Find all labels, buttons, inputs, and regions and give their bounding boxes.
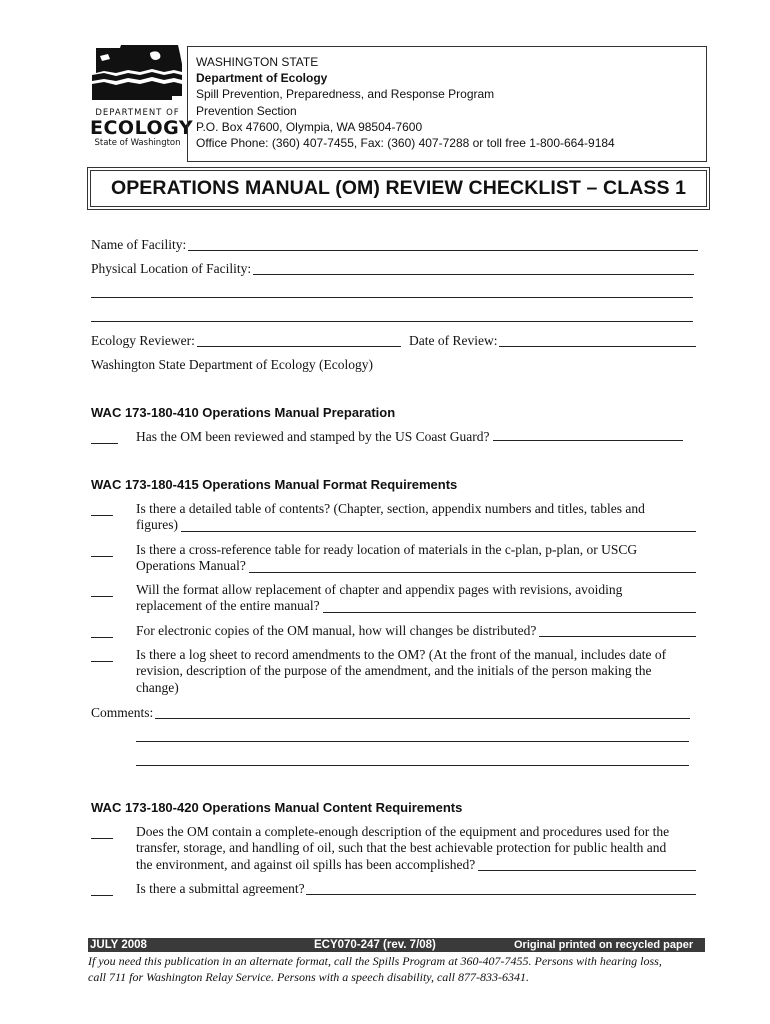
answer-field[interactable] (539, 624, 696, 637)
agency-phone: Office Phone: (360) 407-7455, Fax: (360) 407-7288 or toll free 1-800-664-9184 (196, 136, 615, 151)
agency-section: Prevention Section (196, 103, 297, 118)
footer-recycled: Original printed on recycled paper (514, 939, 694, 951)
checkbox-blank[interactable] (91, 895, 113, 896)
section-410-question-1 (91, 429, 696, 447)
ecology-logo-text (90, 108, 194, 148)
footer-accessibility-note (88, 953, 708, 985)
section-415-question-2 (91, 542, 696, 576)
question-text-line-1: Does the OM contain a complete-enough description of the equipment and procedures used for the (136, 824, 670, 839)
location-label: Physical Location of Facility: (91, 261, 252, 276)
answer-field[interactable] (493, 429, 683, 441)
section-420-question-2 (91, 881, 696, 899)
question-text-line-2: transfer, storage, and handling of oil, such that the best achievable protection for public health and (136, 840, 667, 856)
comments-label: Comments: (91, 705, 154, 720)
section-415-question-3 (91, 582, 696, 616)
location-row (91, 261, 694, 277)
answer-field[interactable] (323, 600, 696, 613)
question-text: Has the OM been reviewed and stamped by the US Coast Guard? (136, 429, 490, 444)
facility-name-row (91, 237, 698, 253)
agency-department: Department of Ecology (196, 71, 328, 86)
reviewer-row (91, 333, 401, 349)
question-text-line-2: revision, description of the purpose of the amendment, and the initials of the person making the (136, 663, 652, 679)
agency-state: WASHINGTON STATE (196, 55, 319, 69)
footer-note-line-1: If you need this publication in an alternate format, call the Spills Program at 360-407-7455. Persons with hearing loss, (88, 954, 662, 968)
review-date-label: Date of Review: (409, 333, 498, 348)
checkbox-blank[interactable] (91, 661, 113, 662)
facility-name-field[interactable] (188, 238, 698, 251)
agency-address: P.O. Box 47600, Olympia, WA 98504-7600 (196, 119, 423, 134)
section-415-question-4 (91, 623, 696, 641)
comments-row (91, 705, 690, 721)
facility-name-label: Name of Facility: (91, 237, 187, 252)
checkbox-blank[interactable] (91, 637, 113, 638)
agency-program: Spill Prevention, Preparedness, and Response Program (196, 87, 495, 102)
checkbox-blank[interactable] (91, 838, 113, 839)
checkbox-blank[interactable] (91, 556, 113, 557)
logo-ecology-text: ECOLOGY (90, 117, 194, 139)
location-field[interactable] (253, 262, 694, 275)
section-415-question-1 (91, 501, 696, 535)
answer-field[interactable] (249, 560, 696, 573)
answer-field[interactable] (306, 882, 696, 895)
footer-form-number: ECY070-247 (rev. 7/08) (314, 939, 436, 951)
answer-field[interactable] (478, 858, 696, 871)
checkbox-blank[interactable] (91, 443, 118, 444)
question-text: Is there a submittal agreement? (136, 881, 305, 896)
reviewer-field[interactable] (197, 334, 401, 347)
question-text-line-1: Is there a detailed table of contents? (Chapter, section, appendix numbers and titles, tables and (136, 501, 645, 516)
logo-state-text: State of Washington (94, 138, 181, 148)
footer-note-line-2: call 711 for Washington Relay Service. Persons with a speech disability, call 877-833-6341. (88, 970, 529, 984)
comments-field-line-2[interactable] (136, 741, 689, 742)
section-410-heading: WAC 173-180-410 Operations Manual Preparation (91, 405, 396, 420)
checkbox-blank[interactable] (91, 596, 113, 597)
question-text-line-2: Operations Manual? (136, 558, 246, 574)
agency-note: Washington State Department of Ecology (Ecology) (91, 357, 373, 372)
location-field-line-2[interactable] (91, 297, 693, 298)
review-date-field[interactable] (499, 334, 696, 347)
agency-info-box (187, 46, 707, 162)
answer-field[interactable] (181, 519, 696, 532)
section-415-heading: WAC 173-180-415 Operations Manual Format Requirements (91, 477, 458, 492)
section-415-question-5 (91, 647, 696, 697)
ecology-logo-map-icon (90, 44, 185, 111)
comments-field-line-3[interactable] (136, 765, 689, 766)
question-text-line-3: the environment, and against oil spills has been accomplished? (136, 856, 476, 872)
question-text-line-1: Is there a cross-reference table for ready location of materials in the c-plan, p-plan, or USCG (136, 542, 638, 557)
footer-date: JULY 2008 (90, 939, 147, 951)
checkbox-blank[interactable] (91, 515, 113, 516)
logo-department-text: DEPARTMENT OF (95, 108, 180, 118)
question-text-line-1: Will the format allow replacement of chapter and appendix pages with revisions, avoiding (136, 582, 623, 597)
question-text: For electronic copies of the OM manual, how will changes be distributed? (136, 623, 537, 638)
location-field-line-3[interactable] (91, 321, 693, 322)
question-text-line-2: figures) (136, 517, 178, 533)
section-420-question-1 (91, 824, 696, 874)
review-date-row (409, 333, 696, 349)
page-title: OPERATIONS MANUAL (OM) REVIEW CHECKLIST – CLASS 1 (90, 170, 707, 207)
reviewer-label: Ecology Reviewer: (91, 333, 195, 348)
question-text-line-2: replacement of the entire manual? (136, 598, 320, 614)
section-420-heading: WAC 173-180-420 Operations Manual Content Requirements (91, 800, 463, 815)
footer-bar (88, 938, 705, 952)
question-text-line-3: change) (136, 679, 179, 695)
comments-field[interactable] (155, 706, 690, 719)
question-text-line-1: Is there a log sheet to record amendments to the OM? (At the front of the manual, includes date of (136, 647, 667, 662)
